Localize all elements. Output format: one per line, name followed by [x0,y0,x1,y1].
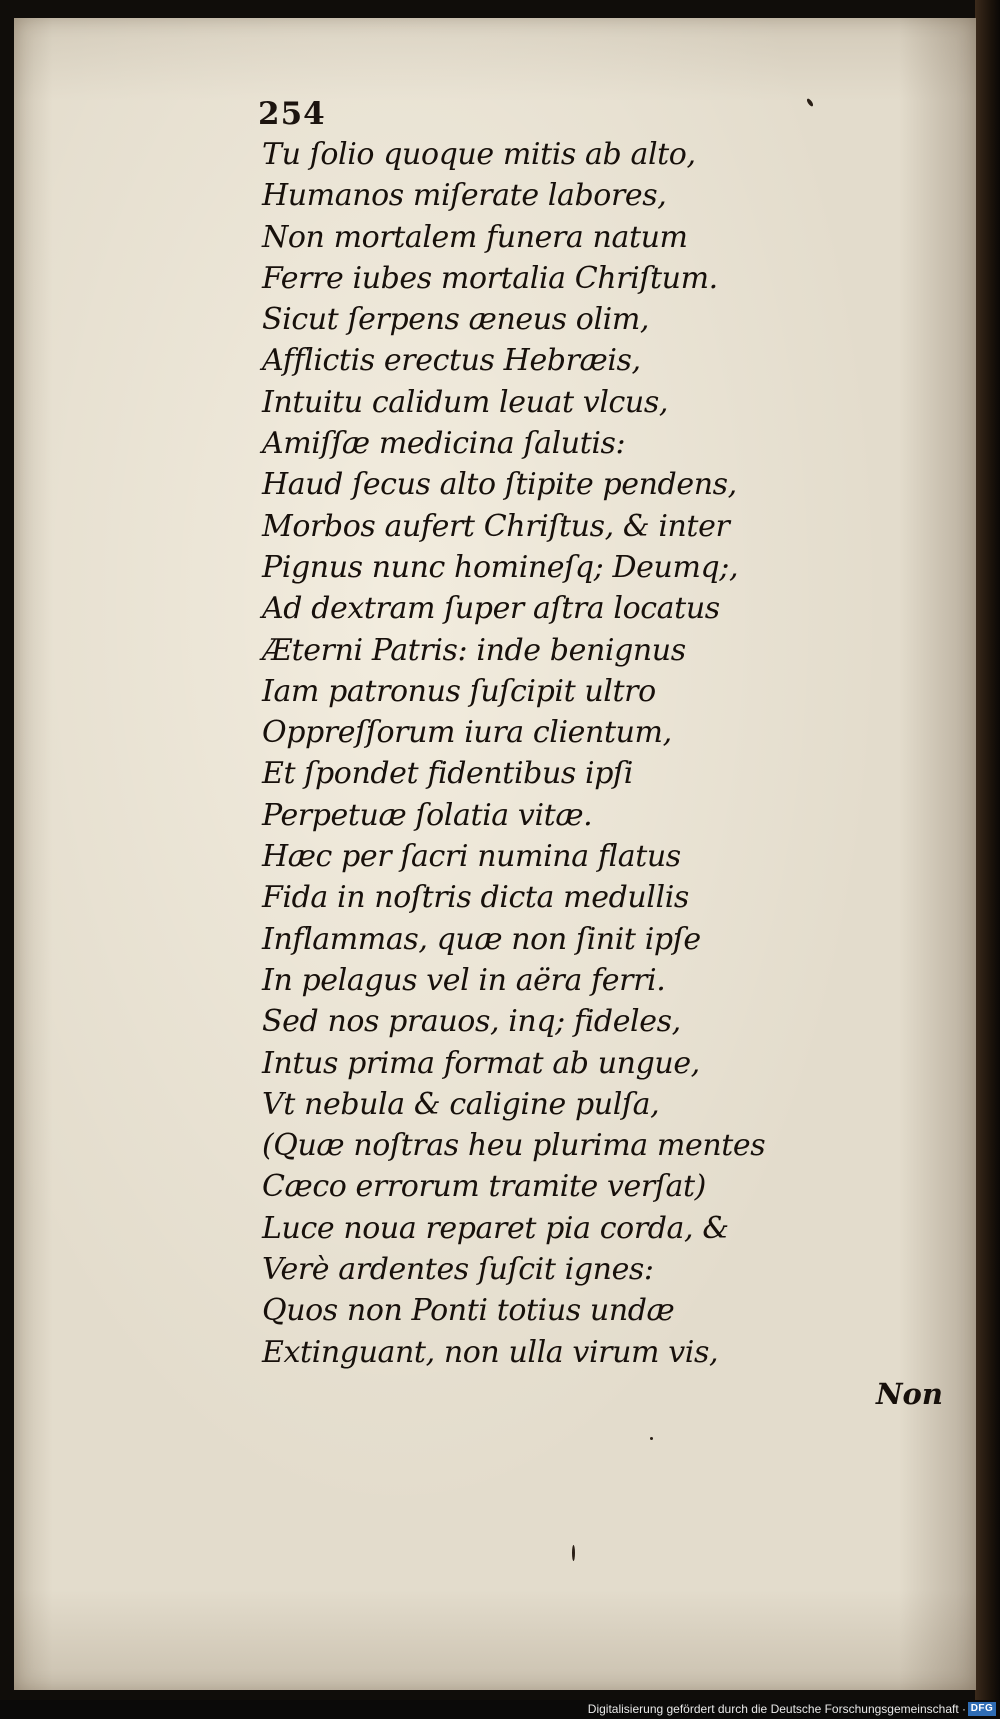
verse-line: (Quæ noſtras heu plurima mentes [262,1128,766,1164]
verse-line: Iam patronus ſuſcipit ultro [262,673,656,709]
verse-line: Perpetuæ ſolatia vitæ. [262,797,593,833]
verse-line: Intus prima format ab ungue, [262,1045,700,1081]
verse-line: Afflictis erectus Hebræis, [262,343,641,379]
verse-line: Non mortalem funera natum [262,219,688,255]
verse-line: Luce noua reparet pia corda, & [262,1210,729,1246]
verse-line: Quos non Ponti totius undæ [262,1293,675,1329]
verse-line: Haud ſecus alto ſtipite pendens, [262,467,737,503]
verse-line: Ad dextram ſuper aſtra locatus [262,591,720,627]
verse-line: Inflammas, quæ non ſinit ipſe [262,921,701,957]
ink-speck [572,1545,575,1561]
verse-line: In pelagus vel in aëra ferri. [262,962,666,998]
dfg-logo: DFG [968,1702,996,1716]
verse-line: Æterni Patris: inde benignus [262,632,686,668]
verse-line: Et ſpondet fidentibus ipſi [262,756,633,792]
verse-line: Sed nos prauos, inq; fideles, [262,1004,681,1040]
funding-credit: Digitalisierung gefördert durch die Deutsche Forschungsgemeinschaft · [587,1702,966,1716]
verse-line: Oppreſſorum iura clientum, [262,715,672,751]
page-number: 254 [258,96,326,132]
verse-line: Verè ardentes ſuſcit ignes: [262,1252,654,1288]
ink-speck [650,1437,653,1440]
verse-line: Amiſſæ medicina ſalutis: [262,426,626,462]
verse-line: Morbos aufert Chriſtus, & inter [262,508,730,544]
book-spine [975,0,1000,1700]
verse-line: Tu ſolio quoque mitis ab alto, [262,137,696,172]
verse-line: Pignus nunc homineſq; Deumq;, [262,549,739,585]
verse-line: Intuitu calidum leuat vlcus, [262,384,668,420]
verse-line: Humanos miſerate labores, [262,178,667,214]
verse-line: Cæco errorum tramite verſat) [262,1169,706,1205]
catchword: Non [876,1377,943,1411]
verse-line: Ferre iubes mortalia Chriſtum. [262,260,718,296]
verse-line: Extinguant, non ulla virum vis, [262,1334,719,1370]
verse-text [262,134,952,1373]
verse-line: Hæc per ſacri numina flatus [262,839,681,875]
verse-line: Vt nebula & caligine pulſa, [262,1086,660,1122]
verse-line: Fida in noſtris dicta medullis [262,880,689,916]
verse-line: Sicut ſerpens æneus olim, [262,302,650,338]
